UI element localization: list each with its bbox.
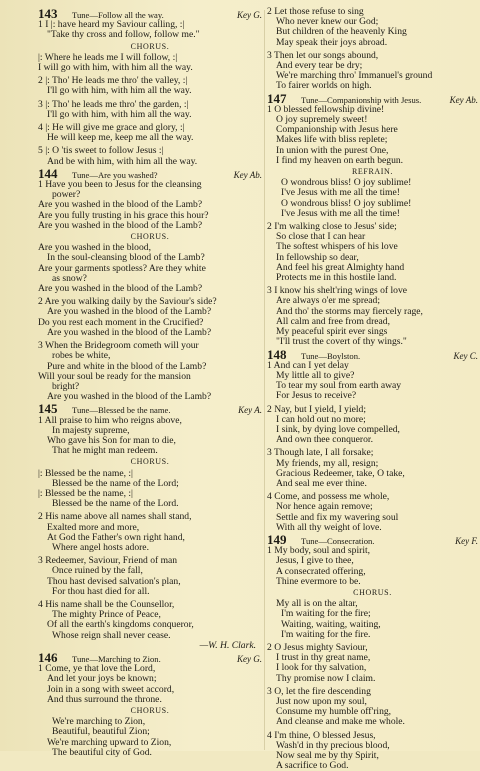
verse-line: "Take thy cross and follow, follow me." — [47, 29, 200, 41]
tune-name: Tune—Consecration. — [301, 535, 375, 546]
hymn-key: Key Ab. — [233, 169, 262, 180]
verse-line: 1 My body, soul and spirit, — [267, 545, 371, 557]
verse-line: My all is on the altar, — [276, 598, 358, 610]
hymn-key: Key G. — [237, 10, 262, 20]
verse-line: A consecrated offering, — [276, 565, 366, 577]
verse-line: 3 I know his shelt'ring wings of love — [267, 285, 408, 297]
tune-name: Tune—Are you washed? — [72, 169, 158, 180]
verse-line: Exalted more and more, — [47, 521, 140, 533]
verse-line: 2 |: Tho' He leads me thro' the valley, :| — [38, 75, 188, 87]
verse-line: Are your garments spotless? Are they white — [38, 262, 206, 274]
tune-name: Tune—Follow all the way. — [72, 10, 164, 20]
verse-line: Waiting, waiting, waiting, — [281, 618, 381, 630]
verse-line: We're marching upward to Zion, — [47, 736, 172, 748]
verse-line: Are you washed in the blood of the Lamb? — [47, 306, 212, 318]
verse-line: |: Where he leads me I will follow, :| — [38, 51, 178, 63]
verse-line: Are always o'er me spread; — [276, 295, 381, 307]
verse-line: I find my heaven on earth begun. — [276, 154, 404, 166]
verse-line: Wash'd in thy precious blood, — [276, 739, 390, 751]
verse-line: 1 O blessed fellowship divine! — [267, 103, 385, 115]
verse-line: 2 O Jesus mighty Saviour, — [267, 641, 368, 653]
verse-line: 1 I |: have heard my Saviour calling, :| — [38, 19, 185, 31]
verse-line: 2 Let those refuse to sing — [267, 7, 364, 17]
verse-line: And thus surround the throne. — [47, 693, 162, 705]
verse-line: At God the Father's own right hand, — [47, 531, 185, 543]
verse-line: 3 Redeemer, Saviour, Friend of man — [38, 555, 178, 567]
verse-line: To tear my soul from earth away — [276, 380, 402, 392]
verse-line: 1 All praise to him who reigns above, — [38, 414, 182, 426]
tune-name: Tune—Marching to Zion. — [72, 653, 161, 664]
hymn-number: 147 — [267, 90, 287, 106]
verse-line: 3 When the Bridegroom cometh will your — [38, 340, 199, 352]
verse-line: The mighty Prince of Peace, — [52, 609, 161, 621]
verse-line: 3 Though late, I all forsake; — [267, 447, 374, 459]
verse-line: And cleanse and make me whole. — [276, 716, 405, 728]
verse-line: I've Jesus with me all the time! — [281, 187, 400, 199]
verse-line: 3 Then let our songs abound, — [267, 49, 379, 61]
chorus-heading: CHORUS. — [130, 232, 170, 242]
verse-line: power? — [52, 189, 81, 201]
verse-line: Jesus, I give to thee, — [276, 555, 354, 567]
verse-line: Blessed be the name of the Lord. — [52, 498, 179, 510]
verse-line: Makes life with bliss replete; — [276, 134, 388, 146]
hymn-key: Key Ab. — [449, 94, 478, 105]
verse-line: And every tear be dry; — [276, 60, 363, 72]
left-column — [38, 7, 262, 758]
verse-line: O wondrous bliss! O joy sublime! — [281, 197, 412, 209]
verse-line: Are you washed in the blood of the Lamb? — [38, 283, 203, 295]
hymn-number: 145 — [38, 401, 58, 417]
verse-line: I will go with him, with him all the way. — [38, 62, 193, 74]
verse-line: I can hold out no more; — [276, 413, 366, 425]
verse-line: Blessed be the name of the Lord; — [52, 477, 179, 489]
verse-line: Thou hast devised salvation's plan, — [47, 575, 181, 587]
verse-line: Are you washed in the blood of the Lamb? — [38, 219, 203, 231]
verse-line: "I'll trust the covert of thy wings." — [276, 336, 407, 348]
verse-line: In union with the purest One, — [276, 144, 389, 156]
verse-line: And let your joys be known; — [47, 673, 157, 685]
verse-line: That he might man redeem. — [52, 445, 158, 457]
verse-line: In fellowship so dear, — [276, 251, 359, 263]
hymn-key: Key C. — [453, 350, 478, 361]
verse-line: Companionship with Jesus here — [276, 124, 398, 136]
verse-line: Will your soul be ready for the mansion — [38, 370, 191, 382]
verse-line: So close that I can hear — [276, 231, 366, 243]
verse-line: And seal me ever thine. — [276, 477, 367, 489]
verse-line: I sink, by dying love compelled, — [276, 423, 400, 435]
verse-line: And tho' the storms may fiercely rage, — [276, 305, 423, 317]
verse-line: 4 Come, and possess me whole, — [267, 491, 390, 503]
verse-line: 1 And can I yet delay — [267, 359, 349, 371]
verse-line: To fairer worlds on high. — [276, 80, 372, 92]
hymn-key: Key A. — [238, 405, 262, 416]
verse-line: I'll go with him, with him all the way. — [47, 85, 192, 97]
verse-line: 4 |: He will give me grace and glory, :| — [38, 122, 185, 134]
verse-line: 2 Are you walking daily by the Saviour's side? — [38, 296, 217, 308]
verse-line: Where angel hosts adore. — [52, 541, 149, 553]
verse-line: And be with him, with him all the way. — [47, 155, 198, 167]
tune-name: Tune—Blessed be the name. — [72, 405, 171, 416]
verse-line: I'm waiting for the fire. — [281, 628, 371, 640]
verse-line: Gracious Redeemer, take, O take, — [276, 467, 405, 479]
verse-line: And feel his great Almighty hand — [276, 261, 405, 273]
verse-line: 2 His name above all names shall stand, — [38, 511, 192, 523]
verse-line: Thy promise now I claim. — [276, 672, 376, 684]
verse-line: |: Blessed be the name, :| — [38, 487, 133, 499]
verse-line: Consume my humble off'ring, — [276, 706, 392, 718]
verse-line: robes be white, — [52, 350, 111, 362]
verse-line: Do you rest each moment in the Crucified? — [38, 316, 204, 328]
verse-line: as snow? — [52, 272, 87, 284]
verse-line: 4 His name shall be the Counsellor, — [38, 598, 175, 610]
verse-line: Are you washed in the blood of the Lamb? — [47, 326, 212, 338]
verse-line: My peaceful spirit ever sings — [276, 326, 388, 338]
chorus-heading: CHORUS. — [353, 587, 392, 597]
verse-line: My friends, my all, resign; — [276, 457, 379, 469]
verse-line: We're marching to Zion, — [52, 716, 146, 728]
verse-line: 5 |: O 'tis sweet to follow Jesus :| — [38, 145, 164, 157]
verse-line: |: Blessed be the name, :| — [38, 467, 133, 479]
verse-line: I'm waiting for the fire; — [281, 608, 371, 620]
verse-line: With all thy weight of love. — [276, 521, 382, 533]
hymn-number: 148 — [267, 346, 287, 362]
verse-line: Are you washed in the blood of the Lamb? — [47, 391, 212, 403]
right-column — [267, 7, 478, 771]
verse-line: My little all to give? — [276, 369, 355, 381]
verse-line: Protects me in this hostile land. — [276, 272, 397, 284]
verse-line: 1 Have you been to Jesus for the cleansing — [38, 179, 202, 191]
verse-line: I'll go with him, with him all the way. — [47, 108, 192, 120]
chorus-heading: REFRAIN. — [351, 167, 394, 177]
verse-line: In the soul-cleansing blood of the Lamb? — [47, 252, 205, 264]
verse-line: Now seal me by thy Spirit, — [276, 750, 379, 762]
verse-line: 2 Nay, but I yield, I yield; — [267, 403, 367, 415]
verse-line: And own thee conqueror. — [276, 434, 373, 446]
verse-line: 2 I'm walking close to Jesus' side; — [267, 221, 397, 233]
chorus-heading: CHORUS. — [130, 457, 170, 467]
verse-line: He will keep me, keep me all the way. — [47, 132, 194, 144]
chorus-heading: CHORUS. — [130, 41, 170, 51]
verse-line: I trust in thy great name, — [276, 652, 371, 664]
verse-line: In majesty supreme, — [52, 424, 130, 436]
verse-line: The beautiful city of God. — [52, 746, 152, 758]
column-divider — [264, 10, 265, 750]
verse-line: 3 O, let the fire descending — [267, 685, 371, 697]
verse-line: Whose reign shall never cease. — [52, 629, 171, 641]
hymn-number: 149 — [267, 531, 287, 547]
verse-line: Are you washed in the blood of the Lamb? — [38, 199, 203, 211]
verse-line: Thine evermore to be. — [276, 575, 361, 587]
verse-line: Settle and fix my wavering soul — [276, 511, 399, 523]
verse-line: Are you washed in the blood, — [38, 242, 151, 254]
verse-line: Nor hence again remove; — [276, 501, 373, 513]
verse-line: O joy supremely sweet! — [276, 114, 368, 126]
chorus-heading: CHORUS. — [130, 706, 170, 715]
verse-line: Beautiful, beautiful Zion; — [52, 726, 150, 738]
hymn-key: Key G. — [237, 653, 262, 664]
verse-line: A sacrifice to God. — [276, 760, 349, 771]
verse-line: 3 |: Tho' he leads me thro' the garden, :| — [38, 98, 189, 110]
verse-line: Pure and white in the blood of the Lamb? — [47, 360, 207, 372]
verse-line: But children of the heavenly King — [276, 26, 407, 38]
verse-line: Are you fully trusting in his grace this hour? — [38, 209, 209, 221]
verse-line: All calm and free from dread, — [276, 315, 391, 327]
verse-line: For thou hast died for all. — [52, 585, 150, 597]
verse-line: O wondrous bliss! O joy sublime! — [281, 177, 412, 189]
hymn-number: 144 — [38, 165, 58, 181]
verse-line: bright? — [52, 380, 80, 392]
tune-name: Tune—Companionship with Jesus. — [301, 94, 422, 105]
hymn-number: 143 — [38, 6, 58, 21]
hymn-header — [38, 401, 262, 417]
verse-line: 4 I'm thine, O blessed Jesus, — [267, 729, 376, 741]
author-attribution: —W. H. Clark. — [199, 639, 256, 651]
verse-line: For Jesus to receive? — [276, 390, 357, 402]
hymn-number: 146 — [38, 649, 58, 665]
verse-line: Of all the earth's kingdoms conqueror, — [47, 619, 194, 631]
verse-line: Who gave his Son for man to die, — [47, 434, 176, 446]
verse-line: Who never knew our God; — [276, 16, 379, 28]
verse-line: We're marching thro' Immanuel's ground — [276, 70, 433, 82]
hymn-key: Key F. — [455, 535, 478, 546]
verse-line: May speak their joys abroad. — [276, 36, 388, 48]
verse-line: I've Jesus with me all the time! — [281, 207, 400, 219]
verse-line: The softest whispers of his love — [276, 241, 398, 253]
tune-name: Tune—Boylston. — [301, 350, 361, 361]
verse-line: 1 Come, ye that love the Lord, — [38, 663, 156, 675]
verse-line: Just now upon my soul, — [276, 696, 367, 707]
verse-line: Once ruined by the fall, — [52, 565, 143, 577]
verse-line: I look for thy salvation, — [276, 662, 367, 674]
verse-line: Join in a song with sweet accord, — [47, 683, 175, 695]
